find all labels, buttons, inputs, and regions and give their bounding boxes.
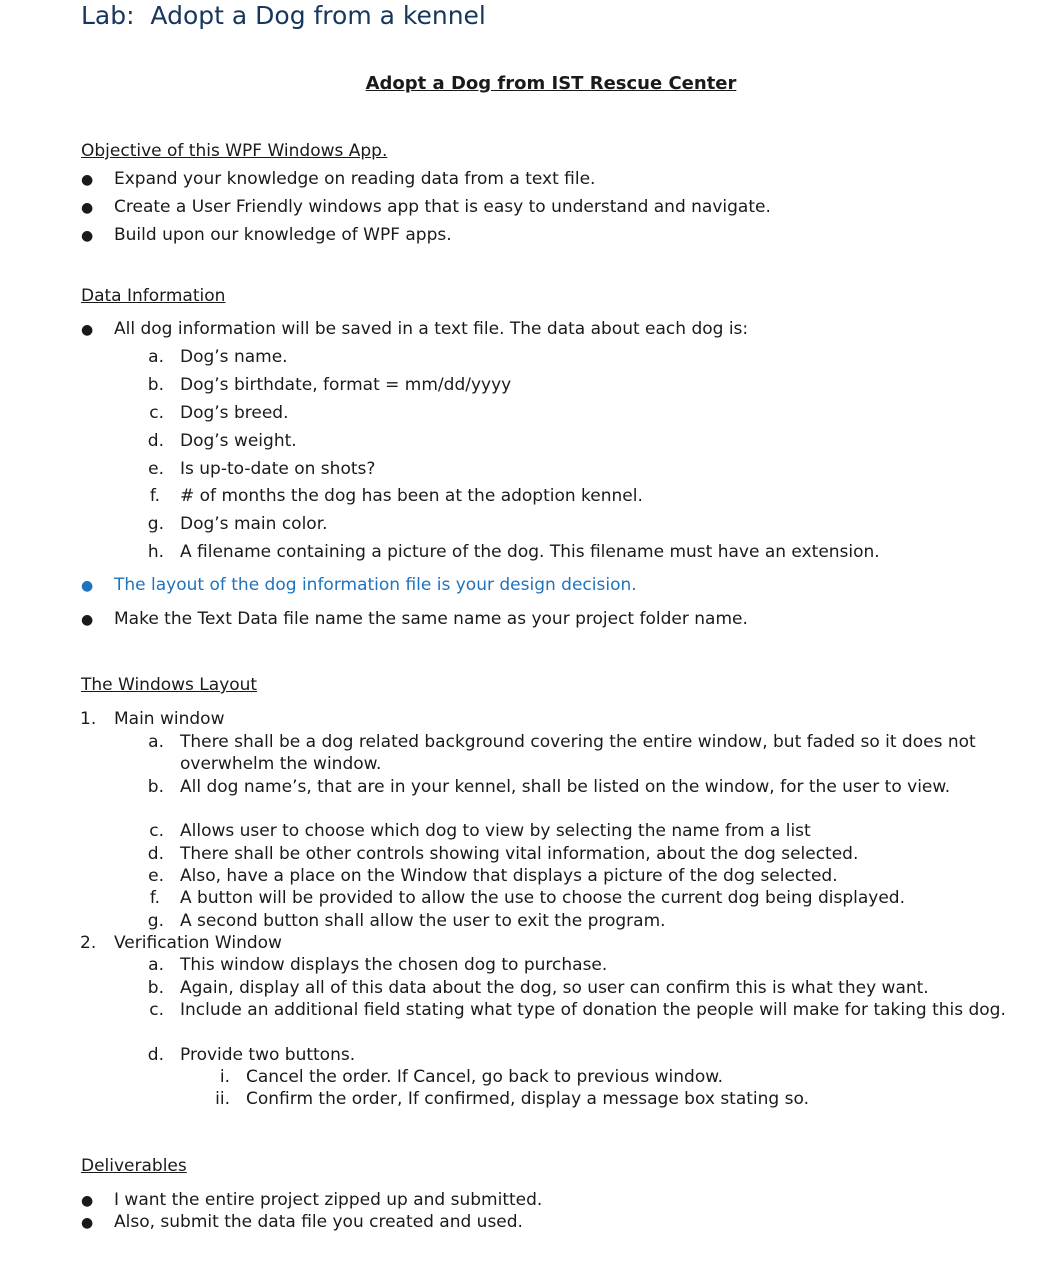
data-info-heading: Data Information — [81, 286, 226, 306]
list-marker: f. — [149, 888, 160, 908]
objective-item: Create a User Friendly windows app that is easy to understand and navigate. — [114, 197, 771, 217]
list-marker: e. — [148, 866, 164, 886]
list-marker: f. — [149, 486, 160, 506]
data-field: Dog’s name. — [180, 347, 288, 367]
verification-item: Provide two buttons. — [180, 1045, 356, 1065]
main-window-item: A second button shall allow the user to exit the program. — [180, 911, 666, 931]
objective-item: Build upon our knowledge of WPF apps. — [114, 225, 452, 245]
verification-window-label: Verification Window — [114, 933, 282, 953]
data-field: Is up-to-date on shots? — [180, 459, 376, 479]
document-title: Lab: Adopt a Dog from a kennel — [81, 1, 486, 30]
list-marker: 1. — [80, 709, 97, 729]
list-marker: d. — [147, 844, 164, 864]
verification-item: This window displays the chosen dog to purchase. — [180, 955, 608, 975]
data-field: Dog’s birthdate, format = mm/dd/yyyy — [180, 375, 512, 395]
main-heading: Adopt a Dog from IST Rescue Center — [365, 73, 737, 94]
main-window-item: There shall be other controls showing vital information, about the dog selected. — [180, 844, 859, 864]
bullet-icon: ● — [81, 228, 94, 244]
main-window-item: Allows user to choose which dog to view by selecting the name from a list — [180, 821, 811, 841]
layout-note: The layout of the dog information file is your design decision. — [114, 575, 637, 595]
data-field: Dog’s weight. — [180, 431, 297, 451]
objective-item: Expand your knowledge on reading data from a text file. — [114, 169, 596, 189]
list-marker: a. — [148, 347, 164, 367]
bullet-icon: ● — [81, 200, 94, 216]
list-marker: a. — [148, 732, 164, 752]
list-marker: a. — [148, 955, 164, 975]
verification-subitem: Cancel the order. If Cancel, go back to previous window. — [246, 1067, 723, 1087]
objective-heading: Objective of this WPF Windows App. — [81, 141, 388, 161]
list-marker: d. — [147, 1045, 164, 1065]
verification-item: Include an additional field stating what type of donation the people will make for taking this dog. — [180, 1000, 1006, 1020]
verification-item: Again, display all of this data about the dog, so user can confirm this is what they want. — [180, 978, 929, 998]
list-marker: c. — [149, 821, 164, 841]
list-marker: c. — [149, 1000, 164, 1020]
list-marker: b. — [147, 978, 164, 998]
bullet-icon: ● — [81, 1215, 94, 1231]
list-marker: b. — [147, 375, 164, 395]
list-marker: d. — [147, 431, 164, 451]
bullet-icon: ● — [81, 172, 94, 188]
list-marker: g. — [147, 514, 164, 534]
data-field: Dog’s main color. — [180, 514, 328, 534]
data-field: # of months the dog has been at the adoption kennel. — [180, 486, 643, 506]
windows-layout-heading: The Windows Layout — [81, 675, 258, 695]
main-window-label: Main window — [114, 709, 225, 729]
main-window-item: Also, have a place on the Window that displays a picture of the dog selected. — [180, 866, 838, 886]
list-marker: g. — [147, 911, 164, 931]
list-marker: 2. — [80, 933, 97, 953]
filename-note: Make the Text Data file name the same name as your project folder name. — [114, 609, 748, 629]
main-window-item: A button will be provided to allow the use to choose the current dog being displayed. — [180, 888, 906, 908]
bullet-icon: ● — [81, 322, 94, 338]
bullet-icon: ● — [81, 612, 94, 628]
list-marker: e. — [148, 459, 164, 479]
list-marker: b. — [147, 777, 164, 797]
deliverables-heading: Deliverables — [81, 1156, 187, 1176]
list-marker: ii. — [215, 1089, 230, 1109]
bullet-icon: ● — [81, 578, 94, 594]
verification-subitem: Confirm the order, If confirmed, display a message box stating so. — [246, 1089, 809, 1109]
list-marker: i. — [219, 1067, 230, 1087]
data-field: Dog’s breed. — [180, 403, 289, 423]
data-field: A filename containing a picture of the dog. This filename must have an extension. — [180, 542, 880, 562]
bullet-icon: ● — [81, 1193, 94, 1209]
main-window-item: All dog name’s, that are in your kennel, shall be listed on the window, for the user to view. — [180, 777, 951, 797]
deliverable-item: I want the entire project zipped up and submitted. — [114, 1190, 543, 1210]
main-window-item: There shall be a dog related background covering the entire window, but faded so it does not overwhelm the window. — [180, 732, 976, 774]
list-marker: c. — [149, 403, 164, 423]
list-marker: h. — [147, 542, 164, 562]
deliverable-item: Also, submit the data file you created and used. — [114, 1212, 523, 1232]
data-info-intro: All dog information will be saved in a text file. The data about each dog is: — [114, 319, 749, 339]
